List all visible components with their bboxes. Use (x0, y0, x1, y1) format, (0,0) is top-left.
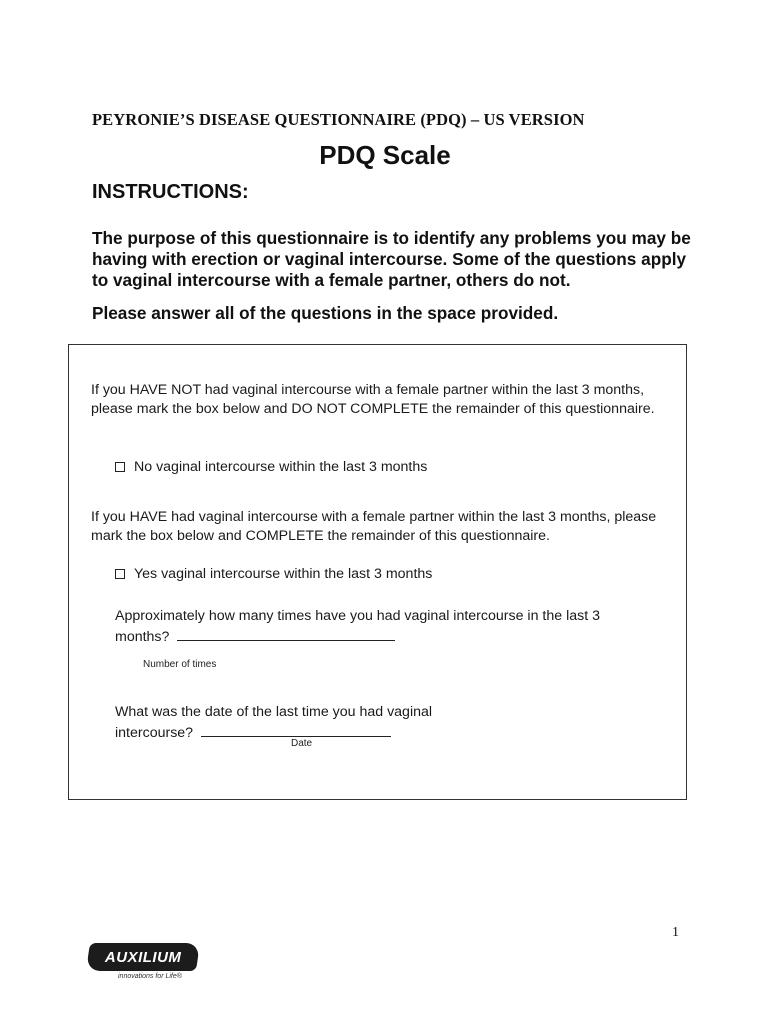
last-date-question (115, 703, 675, 743)
count-question-line1: Approximately how many times have you had vaginal intercourse in the last 3 (115, 608, 600, 624)
date-answer-field[interactable] (201, 722, 391, 737)
count-answer-field[interactable] (177, 626, 395, 641)
intercourse-count-question (115, 607, 675, 647)
instructions-heading: INSTRUCTIONS: (92, 181, 249, 203)
date-question-line1: What was the date of the last time you had vaginal (115, 704, 433, 720)
page-title: PDQ Scale (319, 140, 451, 170)
yes-intercourse-option[interactable] (115, 566, 432, 582)
logo-badge (86, 943, 200, 971)
yes-intercourse-checkbox[interactable] (115, 569, 125, 579)
no-intercourse-option[interactable] (115, 459, 427, 475)
page-number: 1 (672, 925, 679, 940)
questionnaire-form-box (68, 344, 687, 800)
logo-text: AUXILIUM (104, 948, 182, 966)
questionnaire-title: PEYRONIE’S DISEASE QUESTIONNAIRE (PDQ) – US VERSION (92, 110, 585, 129)
not-had-intercourse-text: If you HAVE NOT had vaginal intercourse with a female partner within the last 3 months, please mark the box below and DO NOT COMPLETE the remainder of this questionnaire. (91, 382, 655, 417)
date-caption: Date (291, 738, 313, 749)
date-question-text: intercourse? (115, 725, 194, 741)
instructions-body (92, 228, 692, 324)
instructions-paragraph: The purpose of this questionnaire is to identify any problems you may be having with erection or vaginal intercourse. Some of the questions apply to vaginal intercourse with a female partner, others do not. (92, 228, 691, 290)
logo-tagline: innovations for Life® (118, 973, 182, 980)
count-caption: Number of times (143, 659, 217, 670)
auxilium-logo (88, 943, 200, 980)
count-question-line2 (115, 626, 675, 647)
date-question-line2 (115, 722, 675, 743)
instructions-paragraph: Please answer all of the questions in the space provided. (92, 303, 559, 323)
count-question-text: months? (115, 629, 170, 645)
yes-intercourse-label: Yes vaginal intercourse within the last 3 months (134, 566, 433, 582)
no-intercourse-checkbox[interactable] (115, 462, 125, 472)
no-intercourse-label: No vaginal intercourse within the last 3 months (134, 459, 428, 475)
had-intercourse-text: If you HAVE had vaginal intercourse with a female partner within the last 3 months, please mark the box below and COMPLETE the remainder of this questionnaire. (91, 509, 657, 544)
